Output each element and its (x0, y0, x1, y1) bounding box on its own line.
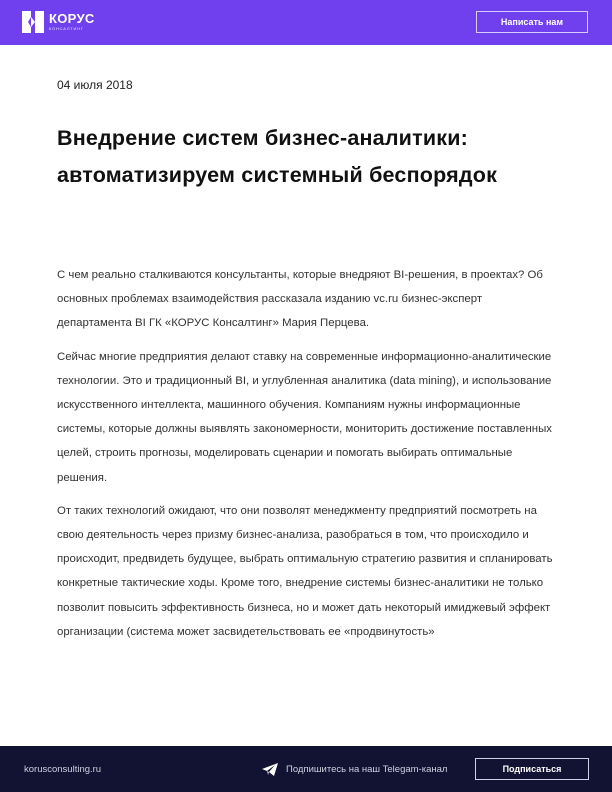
article-paragraph: От таких технологий ожидают, что они позволят менеджменту предприятий посмотреть на свою деятельность через призму бизнес-анализа, разобраться в том, что происходило и происходит, предвидеть будущее, выбрать оптимальную стратегию развития и спланировать конкретные тактические ходы. Кроме того, внедрение системы бизнес-аналитики не только позволит повысить эффективность бизнеса, но и может дать некоторый имиджевый эффект организации (система может засвидетельствовать ее «продвинутость» (57, 504, 553, 638)
logo-subtitle: КОНСАЛТИНГ (49, 26, 84, 31)
article-paragraph: С чем реально сталкиваются консультанты, которые внедряют BI-решения, в проектах? Об основных проблемах взаимодействия рассказала изданию vc.ru бизнес-эксперт департамента BI ГК «КОРУС Консалтинг» Мария Перцева. (57, 269, 543, 330)
article-paragraph: Сейчас многие предприятия делают ставку на современные информационно-аналитические технологии. Это и традиционный BI, и углубленная аналитика (data mining), и использование искусственного интеллекта, машинного обучения. Компаниям нужны информационные системы, которые должны выявлять закономерности, мониторить достижение поставленных целей, строить прогнозы, моделировать сценарии и помогать выбирать оптимальные решения. (57, 350, 552, 484)
footer-bar (0, 746, 612, 792)
korus-logo[interactable] (22, 11, 95, 33)
header-bar (0, 0, 612, 45)
logo-name: КОРУС (49, 11, 95, 26)
korus-logo-icon (22, 11, 44, 33)
subscribe-button[interactable]: Подписаться (475, 758, 589, 780)
article-date: 04 июля 2018 (57, 78, 133, 92)
site-link[interactable]: korusconsulting.ru (24, 764, 102, 775)
telegram-icon[interactable] (262, 763, 278, 776)
article-body (57, 263, 557, 653)
article-title: Внедрение систем бизнес-аналитики: автоматизируем системный беспорядок (57, 126, 498, 187)
telegram-subscribe-text[interactable]: Подпишитесь на наш Telegam-канал (286, 764, 448, 775)
write-us-button[interactable]: Написать нам (476, 11, 588, 33)
